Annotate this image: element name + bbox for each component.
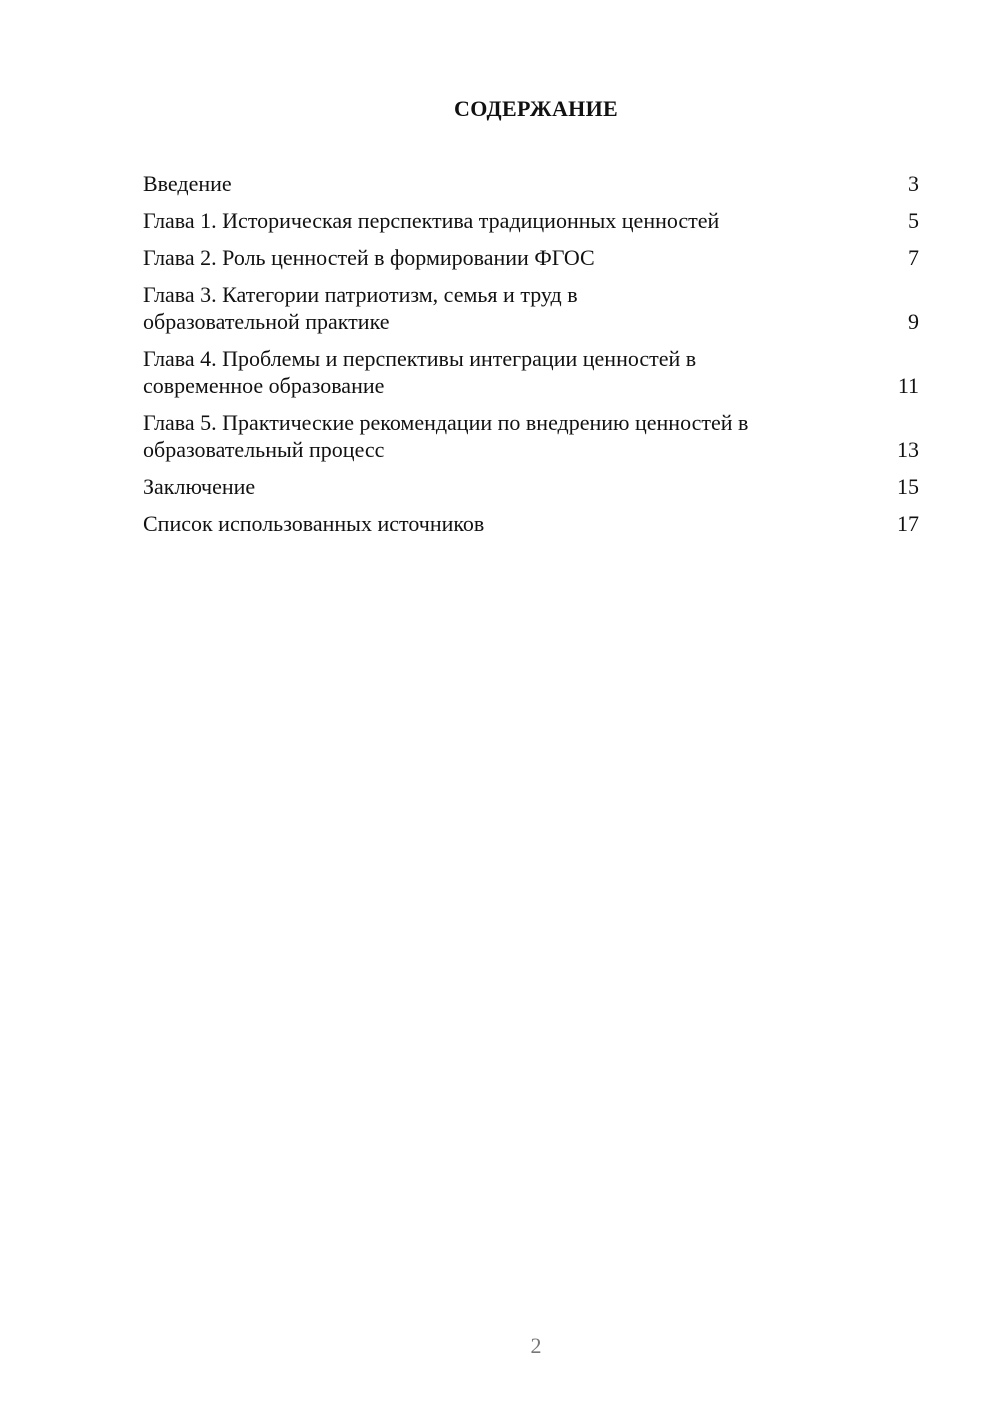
toc-entry-page: 3	[908, 171, 919, 196]
toc-entry-title: Глава 4. Проблемы и перспективы интеграции ценностей в современное образование	[143, 346, 697, 398]
toc-entry[interactable]	[143, 207, 919, 234]
toc-entry[interactable]	[143, 170, 919, 197]
toc-entry-title: Заключение	[143, 474, 256, 499]
toc-entry-page: 13	[897, 437, 919, 462]
toc-entry-title: Глава 1. Историческая перспектива традиционных ценностей	[143, 208, 720, 233]
toc-entry-page: 9	[908, 309, 919, 334]
toc-entry[interactable]	[143, 281, 919, 335]
toc-entry[interactable]	[143, 473, 919, 500]
toc-entry-title: Введение	[143, 171, 232, 196]
toc-entry-page: 15	[897, 474, 919, 499]
toc-entry[interactable]	[143, 409, 919, 463]
table-of-contents	[143, 170, 919, 547]
page-title: СОДЕРЖАНИЕ	[454, 96, 618, 121]
toc-entry-page: 11	[897, 373, 919, 398]
toc-entry[interactable]	[143, 345, 919, 399]
toc-entry-title: Глава 5. Практические рекомендации по внедрению ценностей в образовательный процесс	[143, 410, 749, 462]
toc-entry-page: 7	[908, 245, 919, 270]
toc-entry-page: 17	[897, 511, 919, 536]
toc-entry-title: Список использованных источников	[143, 511, 485, 536]
toc-entry[interactable]	[143, 510, 919, 537]
toc-entry-title: Глава 2. Роль ценностей в формировании ФГОС	[143, 245, 595, 270]
page-number: 2	[530, 1333, 542, 1358]
toc-entry-title: Глава 3. Категории патриотизм, семья и труд в образовательной практике	[143, 282, 578, 334]
toc-entry-page: 5	[908, 208, 919, 233]
toc-entry[interactable]	[143, 244, 919, 271]
